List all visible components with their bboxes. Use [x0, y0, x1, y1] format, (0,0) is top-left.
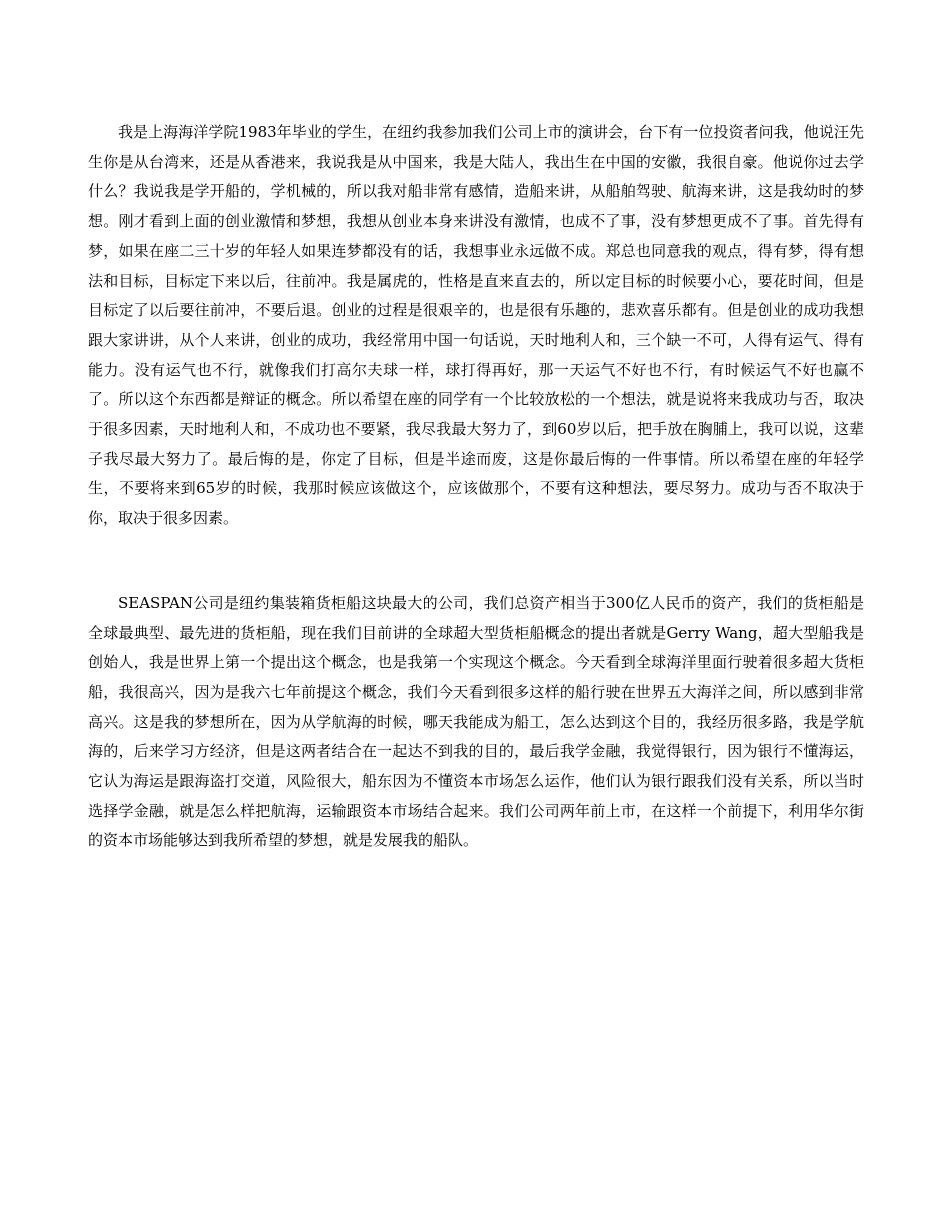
paragraph-1: 我是上海海洋学院1983年毕业的学生，在纽约我参加我们公司上市的演讲会，台下有一位投资者问我，他说汪先生你是从台湾来，还是从香港来，我说我是从中国来，我是大陆人，我出生在中国的安徽，我很自豪。他说你过去学什么？我说我是学开船的，学机械的，所以我对船非常有感情，造船来讲，从船舶驾驶、航海来讲，这是我幼时的梦想。刚才看到上面的创业激情和梦想，我想从创业本身来讲没有激情，也成不了事，没有梦想更成不了事。首先得有梦，如果在座二三十岁的年轻人如果连梦都没有的话，我想事业永远做不成。郑总也同意我的观点，得有梦，得有想法和目标，目标定下来以后，往前冲。我是属虎的，性格是直来直去的，所以定目标的时候要小心，要花时间，但是目标定了以后要往前冲，不要后退。创业的过程是很艰辛的，也是很有乐趣的，悲欢喜乐都有。但是创业的成功我想跟大家讲讲，从个人来讲，创业的成功，我经常用中国一句话说，天时地利人和，三个缺一不可，人得有运气、得有能力。没有运气也不行，就像我们打高尔夫球一样，球打得再好，那一天运气不好也不行，有时候运气不好也赢不了。所以这个东西都是辩证的概念。所以希望在座的同学有一个比较放松的一个想法，就是说将来我成功与否，取决于很多因素，天时地利人和，不成功也不要紧，我尽我最大努力了，到60岁以后，把手放在胸脯上，我可以说，这辈子我尽最大努力了。最后悔的是，你定了目标，但是半途而废，这是你最后悔的一件事情。所以希望在座的年轻学生，不要将来到65岁的时候，我那时候应该做这个，应该做那个，不要有这种想法，要尽努力。成功与否不取决于你，取决于很多因素。 — [88, 123, 864, 528]
document-body — [88, 118, 864, 856]
paragraph-2: SEASPAN公司是纽约集装箱货柜船这块最大的公司，我们总资产相当于300亿人民币的资产，我们的货柜船是全球最典型、最先进的货柜船，现在我们目前讲的全球超大型货柜船概念的提出者就是Gerry Wang，超大型船我是创始人，我是世界上第一个提出这个概念，也是我第一个实现这个概念。今天看到全球海洋里面行驶着很多超大货柜船，我很高兴，因为是我六七年前提这个概念，我们今天看到很多这样的船行驶在世界五大海洋之间，所以感到非常高兴。这是我的梦想所在，因为从学航海的时候，哪天我能成为船工，怎么达到这个目的，我经历很多路，我是学航海的，后来学习方经济，但是这两者结合在一起达不到我的目的，最后我学金融，我觉得银行，因为银行不懂海运，它认为海运是跟海盗打交道，风险很大，船东因为不懂资本市场怎么运作，他们认为银行跟我们没有关系，所以当时选择学金融，就是怎么样把航海，运输跟资本市场结合起来。我们公司两年前上市，在这样一个前提下，利用华尔街的资本市场能够达到我所希望的梦想，就是发展我的船队。 — [88, 593, 864, 850]
